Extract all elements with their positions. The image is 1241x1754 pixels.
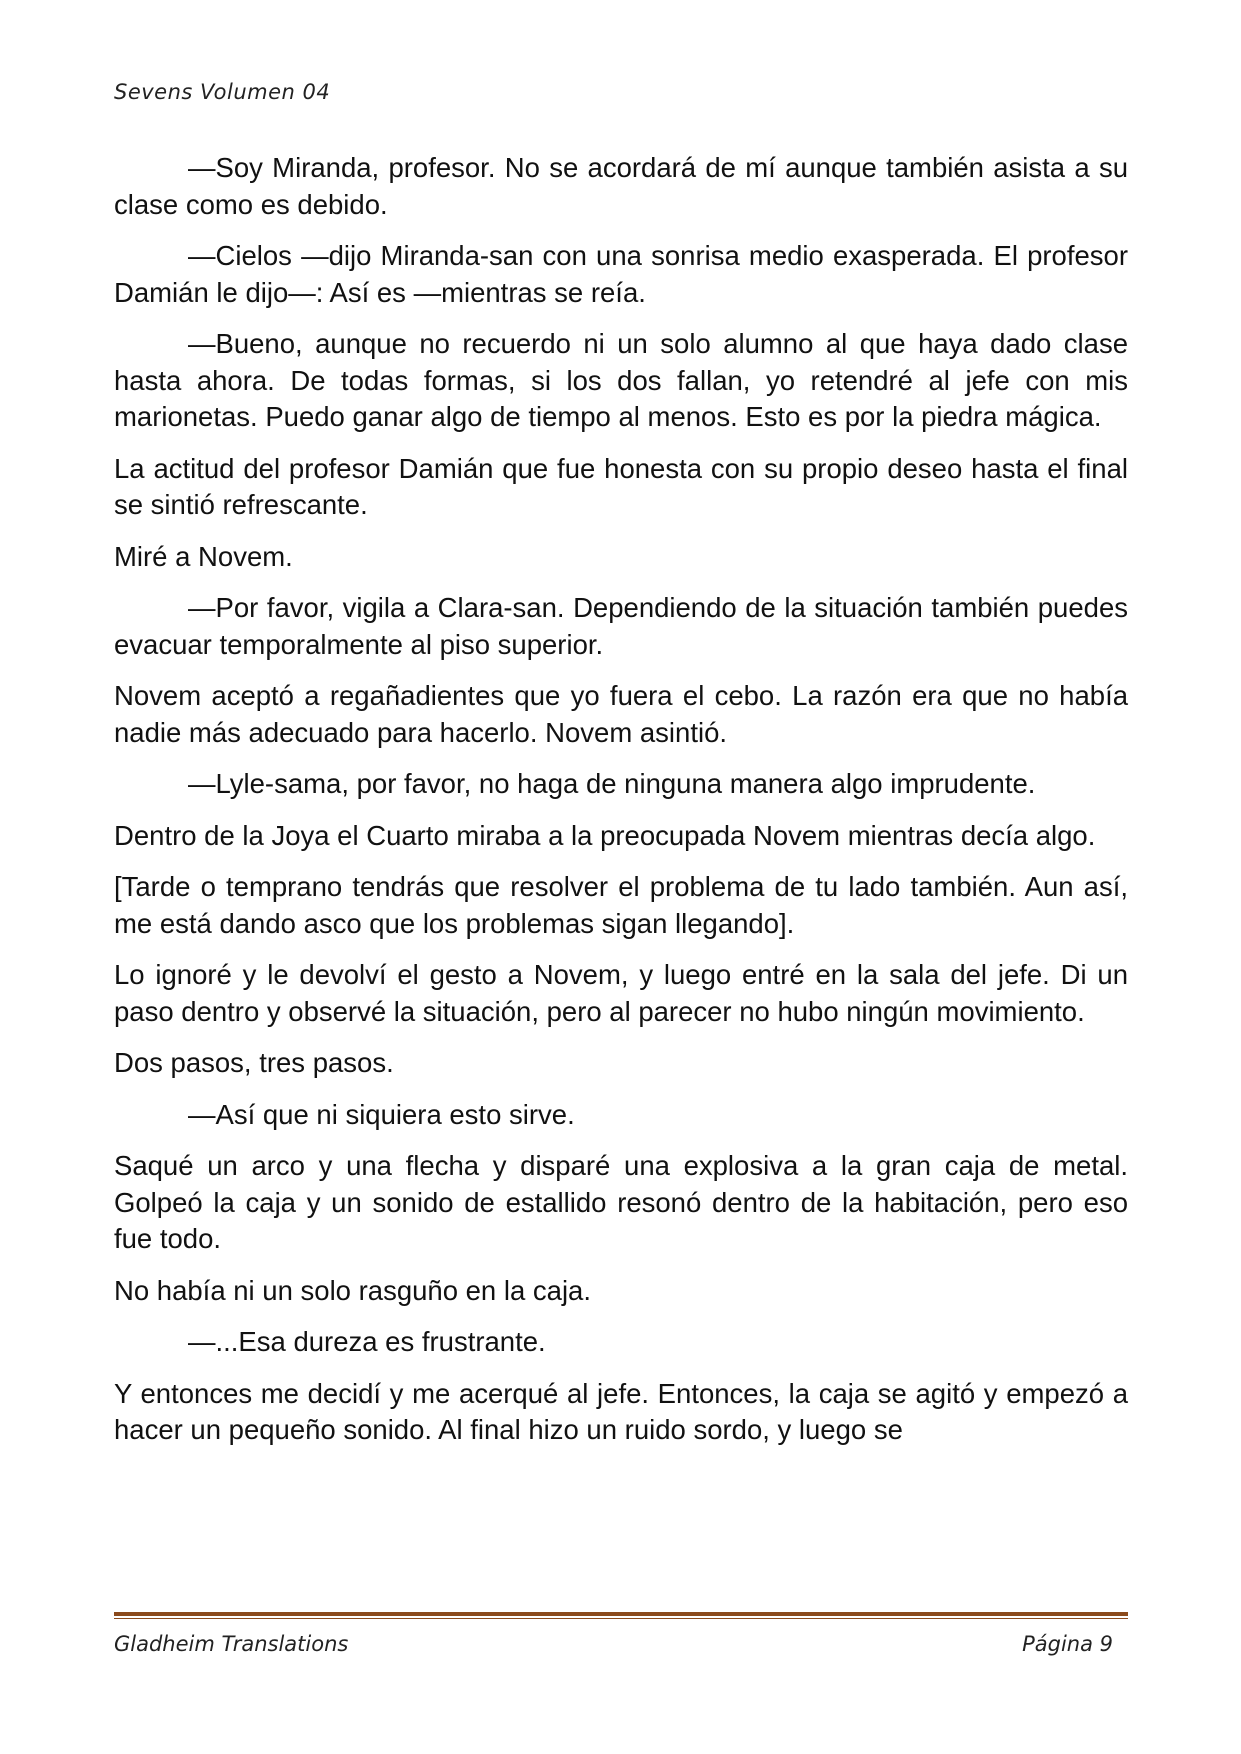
paragraph: Novem aceptó a regañadientes que yo fuera el cebo. La razón era que no había nadie más adecuado para hacerlo. Novem asintió.: [114, 680, 1128, 748]
paragraph: —Cielos —dijo Miranda-san con una sonrisa medio exasperada. El profesor Damián le dijo—: Así es —mientras se reía.: [114, 240, 1128, 308]
footer-translator: Gladheim Translations: [114, 1632, 349, 1656]
paragraph: —...Esa dureza es frustrante.: [188, 1326, 546, 1357]
paragraph: Dos pasos, tres pasos.: [114, 1047, 394, 1078]
footer-divider-thin: [114, 1618, 1128, 1619]
page-number: Página 9: [1022, 1632, 1113, 1656]
paragraph: —Soy Miranda, profesor. No se acordará de mí aunque también asista a su clase como es debido.: [114, 152, 1128, 220]
paragraph: La actitud del profesor Damián que fue honesta con su propio deseo hasta el final se sintió refrescante.: [114, 452, 1128, 520]
paragraph: Lo ignoré y le devolví el gesto a Novem, y luego entré en la sala del jefe. Di un paso dentro y observé la situación, pero al parecer no hubo ningún movimiento.: [114, 959, 1128, 1027]
footer-divider: [114, 1612, 1128, 1619]
paragraph: [Tarde o temprano tendrás que resolver el problema de tu lado también. Aun así, me está dando asco que los problemas sigan llegando].: [114, 871, 1128, 939]
footer-divider-thick: [114, 1612, 1128, 1616]
paragraph: Y entonces me decidí y me acerqué al jefe. Entonces, la caja se agitó y empezó a hacer un pequeño sonido. Al final hizo un ruido sordo, y luego se: [114, 1377, 1128, 1445]
paragraph: —Bueno, aunque no recuerdo ni un solo alumno al que haya dado clase hasta ahora. De todas formas, si los dos fallan, yo retendré al jefe con mis marionetas. Puedo ganar algo de tiempo al menos. Esto es por la piedra mágica.: [114, 328, 1128, 432]
body-text: [114, 150, 1128, 1464]
paragraph: —Lyle-sama, por favor, no haga de ninguna manera algo imprudente.: [188, 768, 1036, 799]
paragraph: —Así que ni siquiera esto sirve.: [188, 1098, 575, 1130]
paragraph: Miré a Novem.: [114, 540, 293, 572]
paragraph: No había ni un solo rasguño en la caja.: [114, 1274, 591, 1306]
paragraph: Saqué un arco y una flecha y disparé una explosiva a la gran caja de metal. Golpeó la caja y un sonido de estallido resonó dentro de la habitación, pero eso fue todo.: [114, 1150, 1128, 1254]
paragraph: —Por favor, vigila a Clara-san. Dependiendo de la situación también puedes evacuar temporalmente al piso superior.: [114, 592, 1128, 660]
paragraph: Dentro de la Joya el Cuarto miraba a la preocupada Novem mientras decía algo.: [114, 819, 1096, 851]
running-header: Sevens Volumen 04: [114, 80, 331, 104]
